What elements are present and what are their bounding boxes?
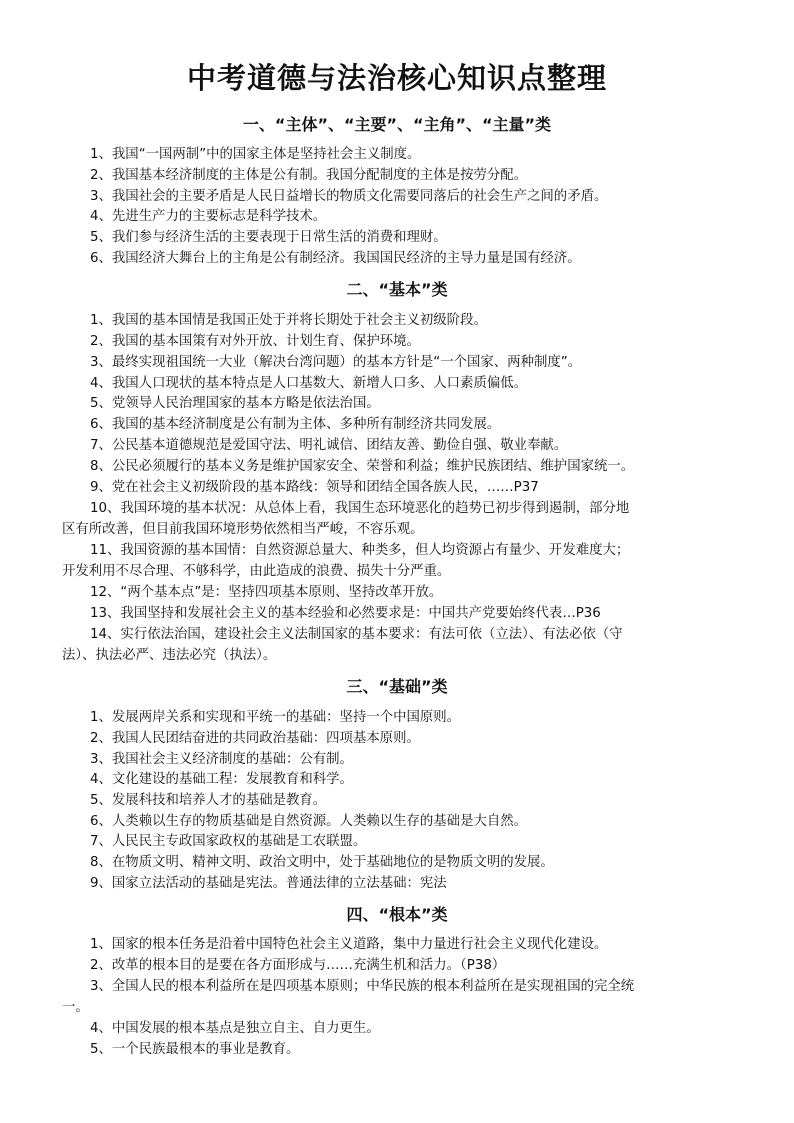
section-heading: 四、“根本”类 [346, 905, 448, 924]
list-item-continuation: 开发利用不尽合理、不够科学，由此造成的浪费、损失十分严重。 [62, 564, 451, 579]
list-item: 12、“两个基本点”是：坚持四项基本原则、坚持改革开放。 [90, 585, 443, 600]
list-item: 11、我国资源的基本国情：自然资源总量大、种类多，但人均资源占有量少、开发难度大； [90, 543, 630, 558]
list-item: 1、发展两岸关系和实现和平统一的基础：坚持一个中国原则。 [90, 710, 461, 725]
list-item: 5、我们参与经济生活的主要表现于日常生活的消费和理财。 [90, 230, 447, 245]
list-item: 6、我国经济大舞台上的主角是公有制经济。我国国民经济的主导力量是国有经济。 [90, 251, 581, 266]
section-heading: 三、“基础”类 [346, 677, 448, 696]
list-item: 6、人类赖以生存的物质基础是自然资源。人类赖以生存的基础是大自然。 [90, 814, 528, 829]
page-title: 中考道德与法治核心知识点整理 [186, 61, 607, 95]
list-item: 2、改革的根本目的是要在各方面形成与……充满生机和活力。（P38） [90, 958, 506, 973]
list-item: 9、党在社会主义初级阶段的基本路线：领导和团结全国各族人民，……P37 [90, 480, 539, 495]
section-heading: 一、“主体”、“主要”、“主角”、“主量”类 [242, 115, 552, 134]
list-item: 8、在物质文明、精神文明、政治文明中，处于基础地位的是物质文明的发展。 [90, 855, 554, 870]
list-item: 5、一个民族最根本的事业是教育。 [90, 1042, 300, 1057]
list-item: 4、文化建设的基础工程：发展教育和科学。 [90, 772, 353, 787]
list-item: 3、最终实现祖国统一大业（解决台湾问题）的基本方针是“一个国家、两种制度”。 [90, 355, 582, 370]
list-item: 3、全国人民的根本利益所在是四项基本原则；中华民族的根本利益所在是实现祖国的完全统 [90, 979, 635, 994]
list-item: 5、发展科技和培养人才的基础是教育。 [90, 793, 327, 808]
list-item-continuation: 法）、执法必严、违法必究（执法）。 [62, 648, 277, 663]
list-item: 3、我国社会的主要矛盾是人民日益增长的物质文化需要同落后的社会生产之间的矛盾。 [90, 189, 608, 204]
list-item: 4、中国发展的根本基点是独立自主、自力更生。 [90, 1021, 380, 1036]
list-item: 2、我国人民团结奋进的共同政治基础：四项基本原则。 [90, 731, 420, 746]
list-item: 2、我国的基本国策有对外开放、计划生育、保护环境。 [90, 334, 420, 349]
list-item-continuation: 一。 [62, 1000, 89, 1015]
list-item: 1、我国的基本国情是我国正处于并将长期处于社会主义初级阶段。 [90, 313, 487, 328]
list-item: 5、党领导人民治理国家的基本方略是依法治国。 [90, 396, 380, 411]
list-item: 7、人民民主专政国家政权的基础是工农联盟。 [90, 834, 367, 849]
list-item: 1、国家的根本任务是沿着中国特色社会主义道路，集中力量进行社会主义现代化建设。 [90, 937, 608, 952]
list-item: 1、我国“一国两制”中的国家主体是坚持社会主义制度。 [90, 147, 421, 162]
list-item: 4、我国人口现状的基本特点是人口基数大、新增人口多、人口素质偏低。 [90, 376, 528, 391]
list-item: 4、先进生产力的主要标志是科学技术。 [90, 209, 327, 224]
list-item: 8、公民必须履行的基本义务是维护国家安全、荣誉和利益；维护民族团结、维护国家统一。 [90, 459, 635, 474]
list-item: 2、我国基本经济制度的主体是公有制。我国分配制度的主体是按劳分配。 [90, 168, 528, 183]
list-item: 3、我国社会主义经济制度的基础：公有制。 [90, 752, 353, 767]
list-item: 10、我国环境的基本状况：从总体上看，我国生态环境恶化的趋势已初步得到遏制，部分地 [90, 501, 630, 516]
list-item: 9、国家立法活动的基础是宪法。普通法律的立法基础：宪法 [90, 876, 447, 891]
list-item: 13、我国坚持和发展社会主义的基本经验和必然要求是：中国共产党要始终代表…P36 [90, 606, 601, 621]
list-item: 7、公民基本道德规范是爱国守法、明礼诚信、团结友善、勤俭自强、敬业奉献。 [90, 438, 568, 453]
section-heading: 二、“基本”类 [346, 280, 448, 299]
list-item: 6、我国的基本经济制度是公有制为主体、多种所有制经济共同发展。 [90, 417, 501, 432]
list-item: 14、实行依法治国，建设社会主义法制国家的基本要求：有法可依（立法）、有法必依（守 [90, 627, 623, 642]
list-item-continuation: 区有所改善，但目前我国环境形势依然相当严峻，不容乐观。 [62, 522, 424, 537]
